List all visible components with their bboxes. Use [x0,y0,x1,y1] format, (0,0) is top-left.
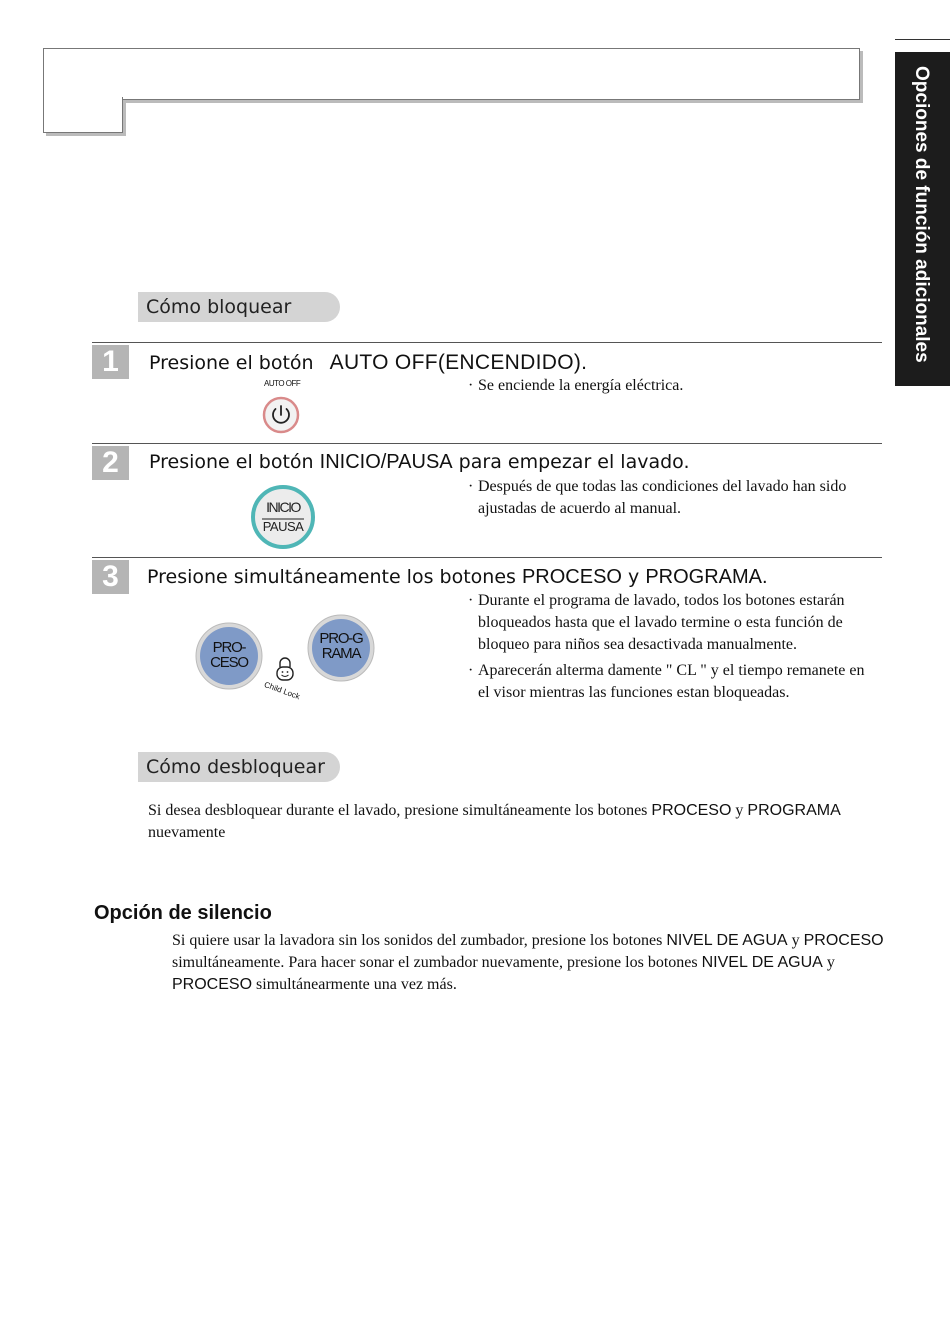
title-frame-tab-joint [44,92,120,100]
programa-icon-label: PRO-GRAMA [319,630,363,662]
silence-keyword-nivel-2: NIVEL DE AGUA [701,954,823,971]
step-2-instruction [149,451,690,474]
step-3-instruction [147,566,768,589]
pause-icon-label: PAUSA [262,519,304,534]
silence-keyword-proceso-2: PROCESO [172,976,253,993]
child-lock-icon [274,656,296,682]
power-button-caption: AUTO OFF [264,379,301,388]
step-3-button-name: PROCESO [521,566,622,588]
silence-section-title: Opción de silencio [94,902,272,924]
step-2-divider [92,443,882,444]
unlock-keyword-programa: PROGRAMA [747,802,841,819]
lock-section-header: Cómo bloquear [138,292,340,322]
step-2-text-suffix: para empezar el lavado. [452,451,690,473]
silence-keyword-proceso: PROCESO [803,932,884,949]
silence-keyword-nivel: NIVEL DE AGUA [666,932,788,949]
silence-text-4: y [822,954,835,971]
unlock-text-suffix: nuevamente [148,824,226,841]
title-frame-tab [43,97,123,133]
start-icon-label: INICIO [266,499,300,515]
unlock-instructions [148,800,888,844]
power-icon [262,396,300,434]
unlock-text-mid: y [731,802,748,819]
unlock-keyword-proceso: PROCESO [651,802,732,819]
step-1-button-name: AUTO OFF(ENCENDIDO). [329,351,588,374]
step-3-note-2: · Aparecerán alterma damente " CL " y el tiempo remanete en el visor mientras las funciones estan bloqueadas. [468,662,865,701]
step-3-button-name-2: PROGRAMA. [645,566,768,588]
child-lock-label: Child Lock [262,680,302,702]
step-3-text-mid: y [621,566,646,588]
silence-instructions [172,930,900,996]
start-pause-button-icon [250,484,316,550]
step-2-number: 2 [92,446,129,480]
side-tab-rule [895,39,950,40]
silence-text-1: Si quiere usar la lavadora sin los sonidos del zumbador, presione los botones [172,932,667,949]
step-3-text: Presione simultáneamente los botones [147,566,522,588]
step-1-note: · Se enciende la energía eléctrica. [468,377,684,394]
step-2-text: Presione el botón [149,451,320,473]
step-1-instruction [149,351,587,375]
step-2-button-name: INICIO/PAUSA [319,451,453,473]
silence-text-5: simultánearmente una vez más. [252,976,457,993]
title-frame [43,48,860,100]
step-1-number: 1 [92,345,129,379]
step-1-text: Presione el botón [149,352,320,374]
step-1-divider [92,342,882,343]
step-2-note: · Después de que todas las condiciones del lavado han sido ajustadas de acuerdo al manual. [468,478,847,517]
silence-text-2: y [787,932,804,949]
proceso-icon-label: PRO-CESO [210,639,248,671]
unlock-text: Si desea desbloquear durante el lavado, presione simultáneamente los botones [148,802,652,819]
unlock-section-header: Cómo desbloquear [138,752,340,782]
step-3-divider [92,557,882,558]
step-3-number: 3 [92,560,129,594]
side-tab-label: Opciones de función adicionales [911,66,932,363]
silence-text-3: simultáneamente. Para hacer sonar el zumbador nuevamente, presione los botones [172,954,702,971]
step-3-note-1: · Durante el programa de lavado, todos los botones estarán bloqueados hasta que el lavado termine o esta función de bloqueo para niños sea desactivada manualmente. [468,592,845,653]
